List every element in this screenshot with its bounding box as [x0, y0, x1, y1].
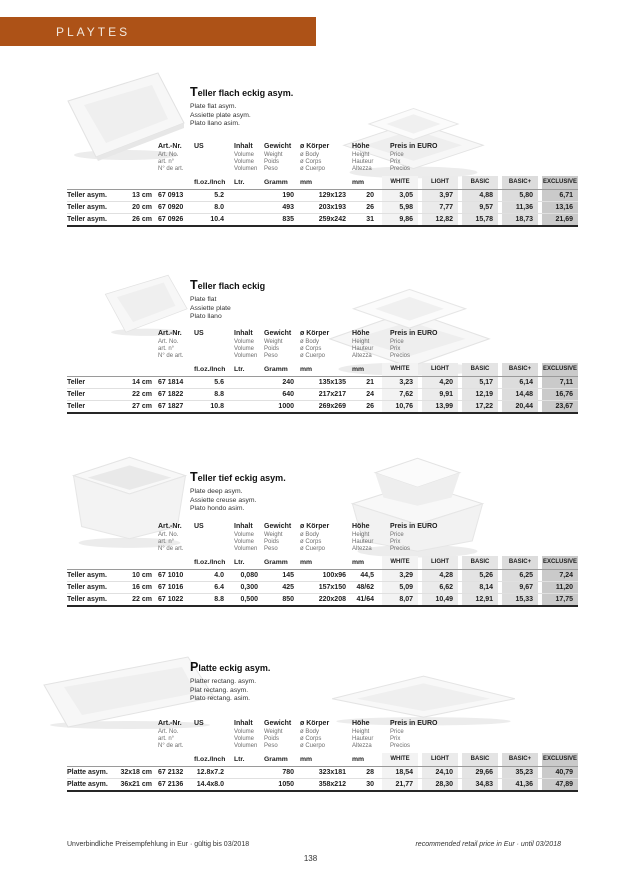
body-mm: 129x123 [318, 192, 346, 200]
section-title: Teller tief eckig asym. [190, 470, 286, 484]
body-mm: 217x217 [318, 391, 346, 399]
tier-basic-plus: BASIC+ [502, 363, 538, 376]
price-table [67, 523, 578, 607]
unit-volume: Ltr. [234, 559, 245, 567]
price-basic-plus: 6,14 [502, 377, 538, 388]
product-name: Teller asym. [67, 216, 107, 224]
col-header-us: US [194, 330, 204, 337]
tier-basic: BASIC [462, 556, 498, 569]
table-units-row [67, 556, 578, 570]
us-volume: 6.4 [214, 584, 224, 592]
price-light: 10,49 [422, 594, 458, 605]
footer-note-en: recommended retail price in Eur · until 03/2018 [415, 841, 561, 848]
weight-gram: 640 [282, 391, 294, 399]
product-name: Teller [67, 403, 86, 411]
price-basic: 12,91 [462, 594, 498, 605]
us-volume: 8.8 [214, 596, 224, 604]
section-subtitle-es: Plato llano asim. [190, 120, 240, 127]
col-header-height: Höhe Height Hauteur Altezza [352, 330, 374, 360]
tier-basic-plus: BASIC+ [502, 753, 538, 766]
section-teller-flach-eckig-asym [0, 63, 621, 250]
product-name: Teller asym. [67, 204, 107, 212]
weight-gram: 780 [282, 769, 294, 777]
price-basic: 17,22 [462, 401, 498, 412]
price-light: 7,77 [422, 202, 458, 213]
tier-exclusive: EXCLUSIVE [542, 363, 578, 376]
product-name: Teller asym. [67, 596, 107, 604]
col-header-volume: Inhalt Volume Volume Volumen [234, 523, 258, 553]
table-units-row [67, 363, 578, 377]
section-teller-flach-eckig [0, 250, 621, 437]
section-title: Teller flach eckig asym. [190, 85, 294, 99]
col-header-weight: Gewicht Weight Poids Peso [264, 330, 292, 360]
table-header [67, 720, 578, 750]
height-mm: 21 [366, 379, 374, 387]
unit-us: fl.oz./Inch [194, 366, 226, 374]
height-mm: 28 [366, 769, 374, 777]
article-number: 67 0913 [158, 192, 184, 200]
table-header [67, 330, 578, 360]
article-number: 67 1827 [158, 403, 184, 411]
unit-volume: Ltr. [234, 366, 245, 374]
article-number: 67 0920 [158, 204, 184, 212]
price-white: 3,29 [382, 570, 418, 581]
price-exclusive: 13,16 [542, 202, 578, 213]
product-name: Platte asym. [67, 769, 108, 777]
volume-ltr: 0,500 [240, 596, 258, 604]
table-row [67, 767, 578, 778]
product-size: 14 cm [132, 379, 152, 387]
price-light: 4,28 [422, 570, 458, 581]
weight-gram: 1000 [278, 403, 294, 411]
unit-weight: Gramm [264, 179, 288, 187]
height-mm: 20 [366, 192, 374, 200]
price-basic-plus: 9,67 [502, 582, 538, 593]
body-mm: 220x208 [318, 596, 346, 604]
price-basic-plus: 41,36 [502, 779, 538, 790]
product-size: 13 cm [132, 192, 152, 200]
price-light: 12,82 [422, 214, 458, 225]
height-mm: 31 [366, 216, 374, 224]
unit-volume: Ltr. [234, 756, 245, 764]
table-body [67, 767, 578, 792]
tier-exclusive: EXCLUSIVE [542, 753, 578, 766]
col-header-price: Preis in EURO Price Prix Precios [390, 330, 438, 360]
article-number: 67 1814 [158, 379, 184, 387]
volume-ltr: 0,080 [240, 572, 258, 580]
height-mm: 24 [366, 391, 374, 399]
article-number: 67 2132 [158, 769, 184, 777]
product-name: Platte asym. [67, 781, 108, 789]
body-mm: 100x96 [322, 572, 346, 580]
volume-ltr [234, 190, 258, 201]
us-volume: 4.0 [214, 572, 224, 580]
article-number: 67 1822 [158, 391, 184, 399]
unit-height: mm [352, 756, 365, 764]
weight-gram: 425 [282, 584, 294, 592]
price-exclusive: 23,67 [542, 401, 578, 412]
unit-body: mm [300, 179, 313, 187]
section-subtitle-fr: Plat rectang. asym. [190, 686, 249, 694]
col-header-volume: Inhalt Volume Volume Volumen [234, 720, 258, 750]
price-basic-plus: 15,33 [502, 594, 538, 605]
price-exclusive: 21,69 [542, 214, 578, 225]
tier-basic-plus: BASIC+ [502, 556, 538, 569]
col-header-volume: Inhalt Volume Volume Volumen [234, 143, 258, 173]
tier-basic-plus: BASIC+ [502, 176, 538, 189]
price-basic: 5,17 [462, 377, 498, 388]
price-basic: 34,83 [462, 779, 498, 790]
table-row [67, 377, 578, 388]
tier-basic: BASIC [462, 753, 498, 766]
section-title: Platte eckig asym. [190, 660, 271, 674]
volume-ltr [234, 779, 258, 790]
body-mm: 135x135 [318, 379, 346, 387]
price-white: 8,07 [382, 594, 418, 605]
table-header [67, 523, 578, 553]
price-light: 24,10 [422, 767, 458, 778]
col-header-weight: Gewicht Weight Poids Peso [264, 143, 292, 173]
tier-white: WHITE [382, 176, 418, 189]
col-header-us: US [194, 523, 204, 530]
section-subtitle-en: Plate flat asym. [190, 103, 237, 110]
volume-ltr [234, 214, 258, 225]
product-name: Teller [67, 379, 86, 387]
col-header-weight: Gewicht Weight Poids Peso [264, 720, 292, 750]
col-header-weight: Gewicht Weight Poids Peso [264, 523, 292, 553]
price-basic-plus: 11,36 [502, 202, 538, 213]
weight-gram: 190 [282, 192, 294, 200]
us-volume: 10.8 [210, 403, 224, 411]
unit-body: mm [300, 559, 313, 567]
col-header-us: US [194, 720, 204, 727]
price-white: 5,09 [382, 582, 418, 593]
price-table [67, 720, 578, 792]
unit-weight: Gramm [264, 756, 288, 764]
col-header-volume: Inhalt Volume Volume Volumen [234, 330, 258, 360]
tier-light: LIGHT [422, 753, 458, 766]
article-number: 67 2136 [158, 781, 184, 789]
table-row [67, 778, 578, 790]
section-subtitle-es: Plato hondo asim. [190, 505, 245, 512]
tier-white: WHITE [382, 556, 418, 569]
us-volume: 12.8x7.2 [196, 769, 224, 777]
table-row [67, 388, 578, 400]
height-mm: 41/64 [356, 596, 374, 604]
body-mm: 358x212 [318, 781, 346, 789]
unit-us: fl.oz./Inch [194, 756, 226, 764]
col-header-body: ø Körper ø Body ø Corps ø Cuerpo [300, 330, 330, 360]
col-header-price: Preis in EURO Price Prix Precios [390, 523, 438, 553]
price-table [67, 143, 578, 227]
height-mm: 48/62 [356, 584, 374, 592]
weight-gram: 240 [282, 379, 294, 387]
section-platte-eckig-asym [0, 640, 621, 800]
price-basic-plus: 6,25 [502, 570, 538, 581]
product-name: Teller [67, 391, 86, 399]
col-header-artnr: Art.-Nr. Art. No. art. n° N° de art. [158, 523, 184, 553]
col-header-height: Höhe Height Hauteur Altezza [352, 720, 374, 750]
table-body [67, 377, 578, 414]
article-number: 67 1016 [158, 584, 184, 592]
product-size: 22 cm [132, 596, 152, 604]
price-basic-plus: 14,48 [502, 389, 538, 400]
section-subtitle-en: Platter rectang. asym. [190, 678, 257, 685]
unit-height: mm [352, 179, 365, 187]
product-name: Teller asym. [67, 192, 107, 200]
volume-ltr [234, 377, 258, 388]
col-header-artnr: Art.-Nr. Art. No. art. n° N° de art. [158, 143, 184, 173]
product-size: 26 cm [132, 216, 152, 224]
unit-weight: Gramm [264, 559, 288, 567]
price-exclusive: 47,89 [542, 779, 578, 790]
price-light: 9,91 [422, 389, 458, 400]
unit-us: fl.oz./Inch [194, 179, 226, 187]
weight-gram: 145 [282, 572, 294, 580]
price-white: 9,86 [382, 214, 418, 225]
section-subtitle-es: Plato rectang. asim. [190, 695, 251, 702]
price-white: 3,23 [382, 377, 418, 388]
product-name: Teller asym. [67, 572, 107, 580]
unit-volume: Ltr. [234, 179, 245, 187]
weight-gram: 493 [282, 204, 294, 212]
product-size: 36x21 cm [120, 781, 152, 789]
weight-gram: 850 [282, 596, 294, 604]
us-volume: 8.8 [214, 391, 224, 399]
price-exclusive: 6,71 [542, 190, 578, 201]
price-light: 13,99 [422, 401, 458, 412]
body-mm: 269x269 [318, 403, 346, 411]
article-number: 67 0926 [158, 216, 184, 224]
us-volume: 14.4x8.0 [196, 781, 224, 789]
table-row [67, 581, 578, 593]
volume-ltr: 0,300 [240, 584, 258, 592]
price-basic: 5,26 [462, 570, 498, 581]
price-white: 21,77 [382, 779, 418, 790]
col-header-artnr: Art.-Nr. Art. No. art. n° N° de art. [158, 330, 184, 360]
tier-light: LIGHT [422, 556, 458, 569]
us-volume: 8.0 [214, 204, 224, 212]
unit-us: fl.oz./Inch [194, 559, 226, 567]
weight-gram: 835 [282, 216, 294, 224]
article-number: 67 1010 [158, 572, 184, 580]
price-exclusive: 7,11 [542, 377, 578, 388]
page-title: PLAYTES [56, 24, 131, 39]
section-subtitle-es: Plato llano [190, 313, 222, 320]
price-basic: 12,19 [462, 389, 498, 400]
tier-white: WHITE [382, 753, 418, 766]
table-header [67, 143, 578, 173]
table-row [67, 400, 578, 412]
us-volume: 5.2 [214, 192, 224, 200]
price-light: 28,30 [422, 779, 458, 790]
footer-note-de: Unverbindliche Preisempfehlung in Eur · gültig bis 03/2018 [67, 841, 250, 848]
col-header-artnr: Art.-Nr. Art. No. art. n° N° de art. [158, 720, 184, 750]
product-size: 32x18 cm [120, 769, 152, 777]
height-mm: 30 [366, 781, 374, 789]
product-size: 10 cm [132, 572, 152, 580]
height-mm: 26 [366, 403, 374, 411]
price-white: 3,05 [382, 190, 418, 201]
price-basic: 29,66 [462, 767, 498, 778]
page-header-bar [0, 17, 316, 46]
col-header-height: Höhe Height Hauteur Altezza [352, 523, 374, 553]
price-exclusive: 17,75 [542, 594, 578, 605]
price-light: 3,97 [422, 190, 458, 201]
price-basic: 9,57 [462, 202, 498, 213]
table-body [67, 190, 578, 227]
tier-basic: BASIC [462, 363, 498, 376]
section-subtitle-fr: Assiette plate [190, 304, 231, 312]
price-white: 10,76 [382, 401, 418, 412]
tier-exclusive: EXCLUSIVE [542, 556, 578, 569]
article-number: 67 1022 [158, 596, 184, 604]
volume-ltr [234, 401, 258, 412]
price-exclusive: 16,76 [542, 389, 578, 400]
price-basic: 15,78 [462, 214, 498, 225]
col-header-price: Preis in EURO Price Prix Precios [390, 143, 438, 173]
price-white: 18,54 [382, 767, 418, 778]
table-units-row [67, 176, 578, 190]
section-subtitle-fr: Assiette plate asym. [190, 111, 251, 119]
unit-body: mm [300, 366, 313, 374]
weight-gram: 1050 [278, 781, 294, 789]
table-row [67, 593, 578, 605]
page-number: 138 [303, 854, 318, 863]
tier-light: LIGHT [422, 363, 458, 376]
price-basic-plus: 18,73 [502, 214, 538, 225]
price-white: 5,98 [382, 202, 418, 213]
body-mm: 259x242 [318, 216, 346, 224]
price-table [67, 330, 578, 414]
table-row [67, 570, 578, 581]
col-header-body: ø Körper ø Body ø Corps ø Cuerpo [300, 143, 330, 173]
col-header-height: Höhe Height Hauteur Altezza [352, 143, 374, 173]
col-header-body: ø Körper ø Body ø Corps ø Cuerpo [300, 523, 330, 553]
price-basic: 4,88 [462, 190, 498, 201]
body-mm: 323x181 [318, 769, 346, 777]
tier-basic: BASIC [462, 176, 498, 189]
product-size: 22 cm [132, 391, 152, 399]
section-teller-tief-eckig-asym [0, 443, 621, 630]
us-volume: 10.4 [210, 216, 224, 224]
volume-ltr [234, 389, 258, 400]
body-mm: 157x150 [318, 584, 346, 592]
price-basic-plus: 35,23 [502, 767, 538, 778]
section-subtitle-fr: Assiette creuse asym. [190, 496, 257, 504]
height-mm: 26 [366, 204, 374, 212]
price-basic: 8,14 [462, 582, 498, 593]
col-header-price: Preis in EURO Price Prix Precios [390, 720, 438, 750]
volume-ltr [234, 202, 258, 213]
price-white: 7,62 [382, 389, 418, 400]
product-size: 16 cm [132, 584, 152, 592]
product-size: 20 cm [132, 204, 152, 212]
unit-height: mm [352, 366, 365, 374]
section-title: Teller flach eckig [190, 278, 266, 292]
us-volume: 5.6 [214, 379, 224, 387]
volume-ltr [234, 767, 258, 778]
unit-height: mm [352, 559, 365, 567]
product-size: 27 cm [132, 403, 152, 411]
col-header-body: ø Körper ø Body ø Corps ø Cuerpo [300, 720, 330, 750]
table-body [67, 570, 578, 607]
height-mm: 44,5 [360, 572, 374, 580]
price-basic-plus: 20,44 [502, 401, 538, 412]
unit-body: mm [300, 756, 313, 764]
tier-white: WHITE [382, 363, 418, 376]
table-row [67, 190, 578, 201]
unit-weight: Gramm [264, 366, 288, 374]
price-light: 6,62 [422, 582, 458, 593]
price-basic-plus: 5,80 [502, 190, 538, 201]
table-row [67, 201, 578, 213]
table-row [67, 213, 578, 225]
section-subtitle-en: Plate flat [190, 296, 217, 303]
tier-light: LIGHT [422, 176, 458, 189]
price-exclusive: 11,20 [542, 582, 578, 593]
body-mm: 203x193 [318, 204, 346, 212]
table-units-row [67, 753, 578, 767]
price-exclusive: 7,24 [542, 570, 578, 581]
price-light: 4,20 [422, 377, 458, 388]
product-name: Teller asym. [67, 584, 107, 592]
section-subtitle-en: Plate deep asym. [190, 488, 243, 495]
price-exclusive: 40,79 [542, 767, 578, 778]
tier-exclusive: EXCLUSIVE [542, 176, 578, 189]
col-header-us: US [194, 143, 204, 150]
